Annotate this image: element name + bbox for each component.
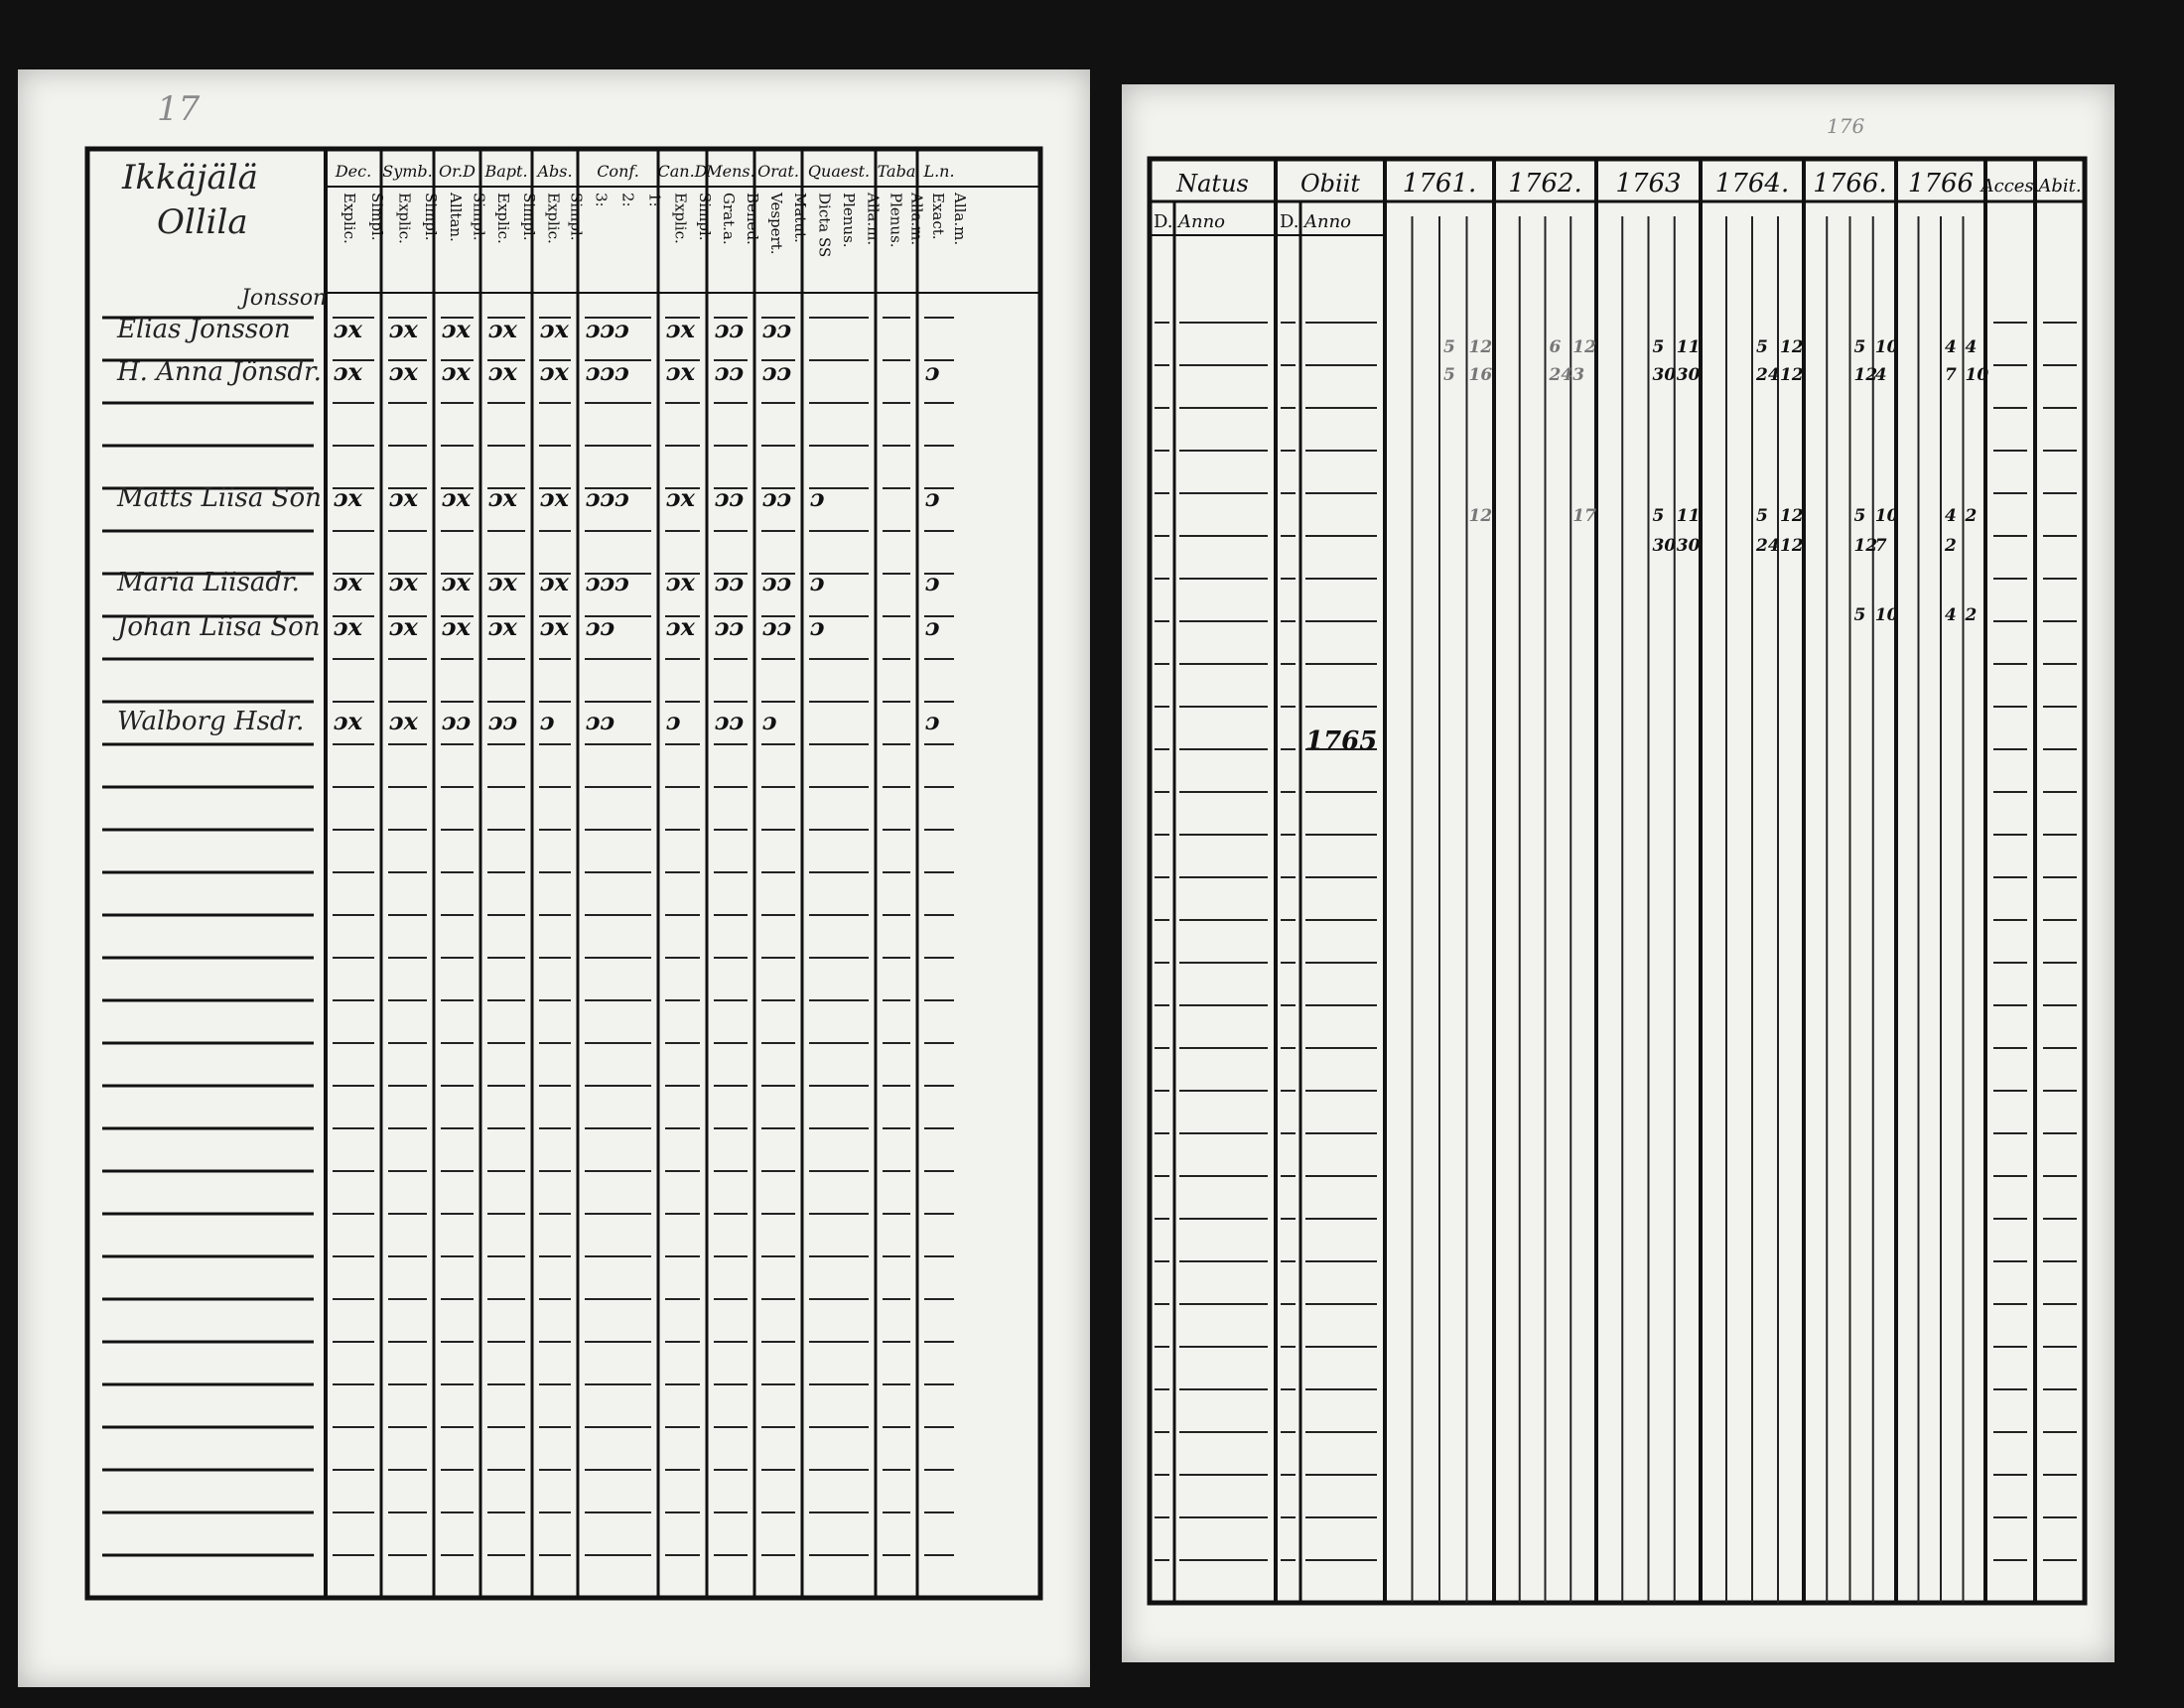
- catechism-mark: ɔx: [540, 315, 569, 343]
- catechism-mark: ɔɔ: [442, 707, 472, 735]
- catechism-mark: ɔx: [488, 357, 517, 386]
- year-entry-value: 16: [1468, 365, 1493, 385]
- catechism-mark: ɔx: [488, 315, 517, 343]
- resident-name: Matts Liisa Son: [117, 483, 322, 513]
- catechism-mark: ɔx: [442, 357, 471, 386]
- catechism-mark: ɔx: [442, 315, 471, 343]
- column-header: Or.D: [439, 162, 476, 181]
- resident-name: Elias Jonsson: [117, 315, 291, 344]
- catechism-mark: ɔx: [389, 568, 418, 596]
- right-register-table: [1122, 84, 2115, 1662]
- subheader-anno: Anno: [1178, 211, 1226, 232]
- catechism-mark: ɔx: [488, 568, 517, 596]
- column-header: Abs.: [537, 162, 573, 181]
- year-entry-value: 2: [1965, 605, 1978, 625]
- column-subheader: Plenus.: [887, 193, 905, 248]
- year-entry-value: 10: [1874, 506, 1899, 526]
- catechism-mark: ɔx: [389, 612, 418, 641]
- resident-annotation: Jonsson: [241, 286, 328, 311]
- catechism-mark: ɔx: [389, 707, 418, 735]
- village-name-line2: Ollila: [157, 202, 248, 242]
- catechism-mark: ɔx: [666, 568, 695, 596]
- catechism-mark: ɔ: [762, 707, 777, 735]
- column-header: Dec.: [335, 162, 372, 181]
- year-entry-value: 4: [1965, 337, 1978, 357]
- catechism-mark: ɔɔ: [762, 357, 792, 386]
- year-entry-value: 5: [1652, 337, 1665, 357]
- year-entry-value: 2: [1945, 536, 1957, 556]
- subheader-day: D.: [1154, 211, 1173, 232]
- catechism-mark: ɔx: [540, 568, 569, 596]
- catechism-mark: ɔɔɔ: [586, 357, 629, 386]
- column-subheader: Simpl.: [520, 193, 538, 241]
- year-entry-value: 10: [1965, 365, 1989, 385]
- catechism-mark: ɔɔ: [762, 568, 792, 596]
- column-header: Can.D: [657, 162, 708, 181]
- header-year: 1761.: [1402, 169, 1477, 198]
- catechism-mark: ɔx: [389, 483, 418, 512]
- year-entry-value: 5: [1443, 365, 1455, 385]
- catechism-mark: ɔ: [810, 568, 825, 596]
- header-year: 1763: [1615, 169, 1682, 198]
- year-entry-value: 7: [1945, 365, 1957, 385]
- catechism-mark: ɔx: [666, 483, 695, 512]
- resident-name: Walborg Hsdr.: [117, 707, 305, 736]
- catechism-mark: ɔx: [540, 357, 569, 386]
- column-subheader: Simpl.: [368, 193, 386, 241]
- village-name-line1: Ikkäjälä: [122, 158, 258, 197]
- catechism-mark: ɔ: [666, 707, 681, 735]
- catechism-mark: ɔx: [334, 483, 362, 512]
- year-entry-value: 5: [1443, 337, 1455, 357]
- year-entry-value: 11: [1676, 506, 1701, 526]
- column-subheader: Explic.: [671, 193, 690, 244]
- catechism-mark: ɔɔ: [715, 315, 745, 343]
- header-year: 1766.: [1813, 169, 1887, 198]
- resident-name: H. Anna Jönsdr.: [117, 357, 322, 387]
- catechism-mark: ɔ: [925, 707, 940, 735]
- catechism-mark: ɔɔ: [488, 707, 518, 735]
- year-entry-value: 30: [1676, 365, 1701, 385]
- year-entry-value: 12: [1572, 337, 1596, 357]
- year-entry-value: 10: [1874, 337, 1899, 357]
- year-entry-value: 4: [1874, 365, 1887, 385]
- column-subheader: Alla.m.: [864, 193, 883, 246]
- catechism-mark: ɔɔ: [715, 483, 745, 512]
- year-entry-value: 4: [1945, 337, 1957, 357]
- catechism-mark: ɔɔ: [762, 483, 792, 512]
- resident-name: Johan Liisa Son: [117, 612, 321, 642]
- column-subheader: Plenus.: [840, 193, 858, 248]
- subheader-day: D.: [1280, 211, 1299, 232]
- year-entry-value: 24: [1549, 365, 1573, 385]
- catechism-mark: ɔx: [540, 483, 569, 512]
- year-entry-value: 17: [1572, 506, 1596, 526]
- column-subheader: Explic.: [544, 193, 563, 244]
- catechism-mark: ɔɔ: [715, 568, 745, 596]
- catechism-mark: ɔx: [334, 612, 362, 641]
- catechism-mark: ɔx: [389, 357, 418, 386]
- column-subheader: 1:: [645, 193, 664, 207]
- year-entry-value: 12: [1780, 506, 1804, 526]
- year-entry-value: 30: [1676, 536, 1701, 556]
- year-entry-value: 5: [1652, 506, 1665, 526]
- catechism-mark: ɔ: [810, 612, 825, 641]
- catechism-mark: ɔx: [442, 568, 471, 596]
- header-natus: Natus: [1176, 170, 1249, 197]
- column-header: Mens.: [706, 162, 755, 181]
- header-year: 1766: [1907, 169, 1975, 198]
- column-subheader: Grat.a.: [720, 193, 738, 245]
- obiit-entry: 1765: [1305, 726, 1378, 756]
- right-register-page: [1122, 84, 2115, 1662]
- year-entry-value: 12: [1780, 536, 1804, 556]
- right-folio-number: 176: [1827, 114, 1865, 138]
- catechism-mark: ɔ: [810, 483, 825, 512]
- subheader-anno: Anno: [1304, 211, 1352, 232]
- column-header: Symb.: [382, 162, 433, 181]
- catechism-mark: ɔ: [540, 707, 555, 735]
- catechism-mark: ɔx: [389, 315, 418, 343]
- catechism-mark: ɔx: [488, 612, 517, 641]
- catechism-mark: ɔx: [666, 315, 695, 343]
- left-folio-number: 17: [157, 89, 201, 129]
- catechism-mark: ɔɔ: [715, 357, 745, 386]
- column-header: Conf.: [597, 162, 639, 181]
- year-entry-value: 3: [1572, 365, 1585, 385]
- column-subheader: Exact.: [929, 193, 947, 240]
- column-subheader: Explic.: [341, 193, 358, 244]
- year-entry-value: 30: [1652, 365, 1677, 385]
- year-entry-value: 12: [1853, 536, 1878, 556]
- catechism-mark: ɔɔ: [762, 612, 792, 641]
- catechism-mark: ɔɔ: [586, 707, 615, 735]
- column-subheader: Alla.m.: [907, 193, 926, 246]
- year-entry-value: 7: [1874, 536, 1887, 556]
- column-subheader: Explic.: [494, 193, 512, 244]
- catechism-mark: ɔɔ: [586, 612, 615, 641]
- catechism-mark: ɔɔ: [762, 315, 792, 343]
- year-entry-value: 12: [1780, 365, 1804, 385]
- column-header: Orat.: [757, 162, 799, 181]
- year-entry-value: 2: [1965, 506, 1978, 526]
- year-entry-value: 12: [1468, 337, 1493, 357]
- year-entry-value: 5: [1853, 337, 1866, 357]
- year-entry-value: 24: [1756, 365, 1780, 385]
- catechism-mark: ɔx: [442, 483, 471, 512]
- column-subheader: Dicta SS: [815, 193, 834, 258]
- catechism-mark: ɔx: [666, 612, 695, 641]
- header-year: 1764.: [1714, 169, 1790, 198]
- year-entry-value: 30: [1652, 536, 1677, 556]
- year-entry-value: 6: [1549, 337, 1562, 357]
- column-header: Taba: [877, 162, 916, 181]
- catechism-mark: ɔ: [925, 612, 940, 641]
- left-register-table: [18, 69, 1090, 1687]
- catechism-mark: ɔx: [334, 707, 362, 735]
- catechism-mark: ɔɔɔ: [586, 483, 629, 512]
- header-obiit: Obiit: [1299, 170, 1361, 197]
- column-header: Quaest.: [807, 162, 871, 181]
- catechism-mark: ɔɔɔ: [586, 568, 629, 596]
- year-entry-value: 24: [1756, 536, 1780, 556]
- column-subheader: Vespert.: [767, 193, 785, 255]
- header-year: 1762.: [1508, 169, 1582, 198]
- column-subheader: Simpl.: [567, 193, 586, 241]
- column-subheader: Explic.: [395, 193, 414, 244]
- column-subheader: Matut.: [791, 193, 809, 243]
- catechism-mark: ɔx: [442, 612, 471, 641]
- catechism-mark: ɔɔɔ: [586, 315, 629, 343]
- catechism-mark: ɔx: [540, 612, 569, 641]
- year-entry-value: 12: [1468, 506, 1493, 526]
- catechism-mark: ɔ: [925, 357, 940, 386]
- column-subheader: Alla.m.: [951, 193, 969, 246]
- catechism-mark: ɔx: [334, 568, 362, 596]
- catechism-mark: ɔx: [334, 315, 362, 343]
- year-entry-value: 5: [1853, 605, 1866, 625]
- year-entry-value: 11: [1676, 337, 1701, 357]
- year-entry-value: 12: [1853, 365, 1878, 385]
- header-abiit: Abit.: [2038, 176, 2082, 197]
- column-subheader: 3:: [592, 193, 611, 207]
- catechism-mark: ɔx: [334, 357, 362, 386]
- column-header: L.n.: [923, 162, 955, 181]
- year-entry-value: 4: [1945, 605, 1957, 625]
- header-accessit: Acces.: [1980, 176, 2040, 197]
- catechism-mark: ɔx: [666, 357, 695, 386]
- year-entry-value: 5: [1756, 506, 1768, 526]
- year-entry-value: 10: [1874, 605, 1899, 625]
- column-subheader: Alltan.: [446, 193, 465, 242]
- year-entry-value: 4: [1945, 506, 1957, 526]
- catechism-mark: ɔɔ: [715, 707, 745, 735]
- catechism-mark: ɔɔ: [715, 612, 745, 641]
- column-header: Bapt.: [484, 162, 528, 181]
- column-subheader: 2:: [618, 193, 637, 207]
- year-entry-value: 5: [1853, 506, 1866, 526]
- left-register-page: [18, 69, 1090, 1687]
- year-entry-value: 5: [1756, 337, 1768, 357]
- catechism-mark: ɔx: [488, 483, 517, 512]
- column-subheader: Simpl.: [470, 193, 488, 241]
- catechism-mark: ɔ: [925, 483, 940, 512]
- column-subheader: Simpl.: [695, 193, 714, 241]
- catechism-mark: ɔ: [925, 568, 940, 596]
- resident-name: Maria Liisadr.: [117, 568, 300, 597]
- year-entry-value: 12: [1780, 337, 1804, 357]
- column-subheader: Simpl.: [421, 193, 440, 241]
- column-subheader: Bened.: [744, 193, 761, 245]
